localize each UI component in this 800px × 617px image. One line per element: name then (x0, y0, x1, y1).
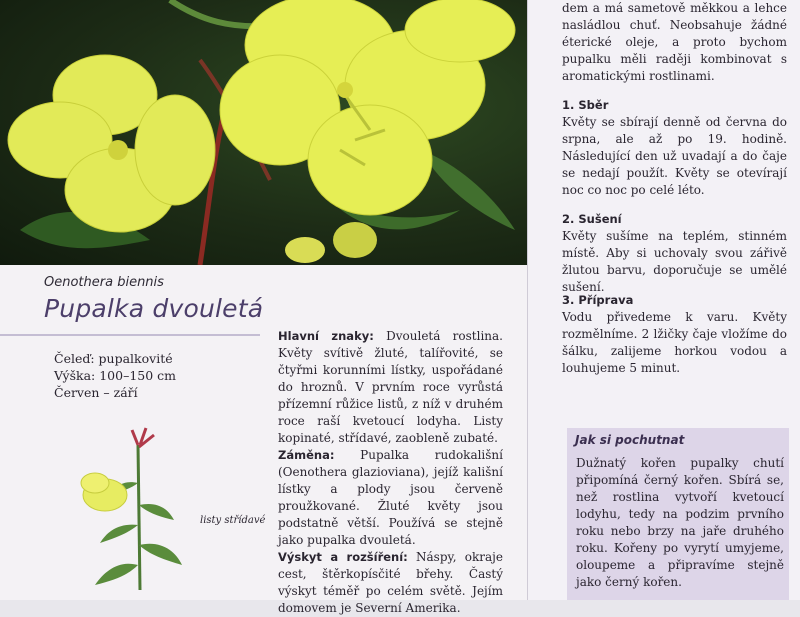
plant-info (54, 350, 176, 401)
priprava-text: Vodu přivedeme k varu. Květy rozmělníme. 2 lžičky čaje vložíme do šálku, zalijeme horkou vodou a louhujeme 5 minut. (562, 310, 787, 375)
right-intro-text: dem a má sametově měkkou a lehce nasládlou chuť. Neobsahuje žádné éterické oleje, a proto bychom pupalku měli raději kombinovat s aromatickými rostlinami. (562, 1, 787, 83)
zamena-text: Pupalka rudokališní (Oenothera glazioviana), jejíž kališní lístky a plody jsou červeně proužkované. Žluté květy jsou podstatně větší. Používá se stejně jako pupalka dvouletá. (278, 448, 503, 547)
hlavni-text: Dvouletá rostlina. Květy svítivě žluté, talířovité, se čtyřmi korunními lístky, uspořádané do hroznů. V prvním roce vyrůstá přízemní růžice listů, z níž v druhém roce raší kvetoucí lodyha. Listy kopinaté, střídavé, zaobleně zubaté. (278, 329, 503, 445)
zamena-heading: Záměna: (278, 448, 335, 462)
vyskyt-text: Náspy, okraje cest, štěrkopísčité břehy. Častý výskyt téměř po celém světě. Jejím domovem je Severní Amerika. (278, 550, 503, 615)
height-info: Výška: 100–150 cm (54, 368, 177, 383)
flower-photo (0, 0, 527, 265)
taste-heading: Jak si pochutnat (575, 433, 685, 447)
vyskyt-heading: Výskyt a rozšíření: (278, 550, 408, 564)
sber-heading: 1. Sběr (562, 98, 609, 112)
hlavni-heading: Hlavní znaky: (278, 329, 374, 343)
main-description (278, 328, 503, 617)
flowering-info: Červen – září (54, 385, 138, 400)
suseni-text: Květy sušíme na teplém, stinném místě. Aby si uchovaly svou zářivě žlutou barvu, doporučuje se umělé sušení. (562, 229, 787, 294)
taste-text: Dužnatý kořen pupalky chutí připomíná černý kořen. Sbírá se, než rostlina vytvoří kvetoucí lodyhu, tedy na podzim prvního roku nebo brzy na jaře druhého roku. Kořeny po vyrytí umyjeme, oloupeme a připravíme stejně jako černý kořen. (576, 456, 784, 589)
plant-illustration (70, 425, 200, 599)
page-title: Pupalka dvouletá (44, 294, 264, 323)
title-divider (0, 334, 260, 336)
sber-text: Květy se sbírají denně od června do srpna, ale až po 19. hodině. Následující den už uvadají a do čaje se nedají použít. Květy se otevírají noc co noc po celé léto. (562, 115, 787, 197)
suseni-heading: 2. Sušení (562, 212, 622, 226)
leaf-label: listy střídavé (200, 515, 266, 526)
latin-name: Oenothera biennis (44, 275, 164, 290)
family-info: Čeleď: pupalkovité (54, 351, 173, 366)
priprava-heading: 3. Příprava (562, 293, 634, 307)
